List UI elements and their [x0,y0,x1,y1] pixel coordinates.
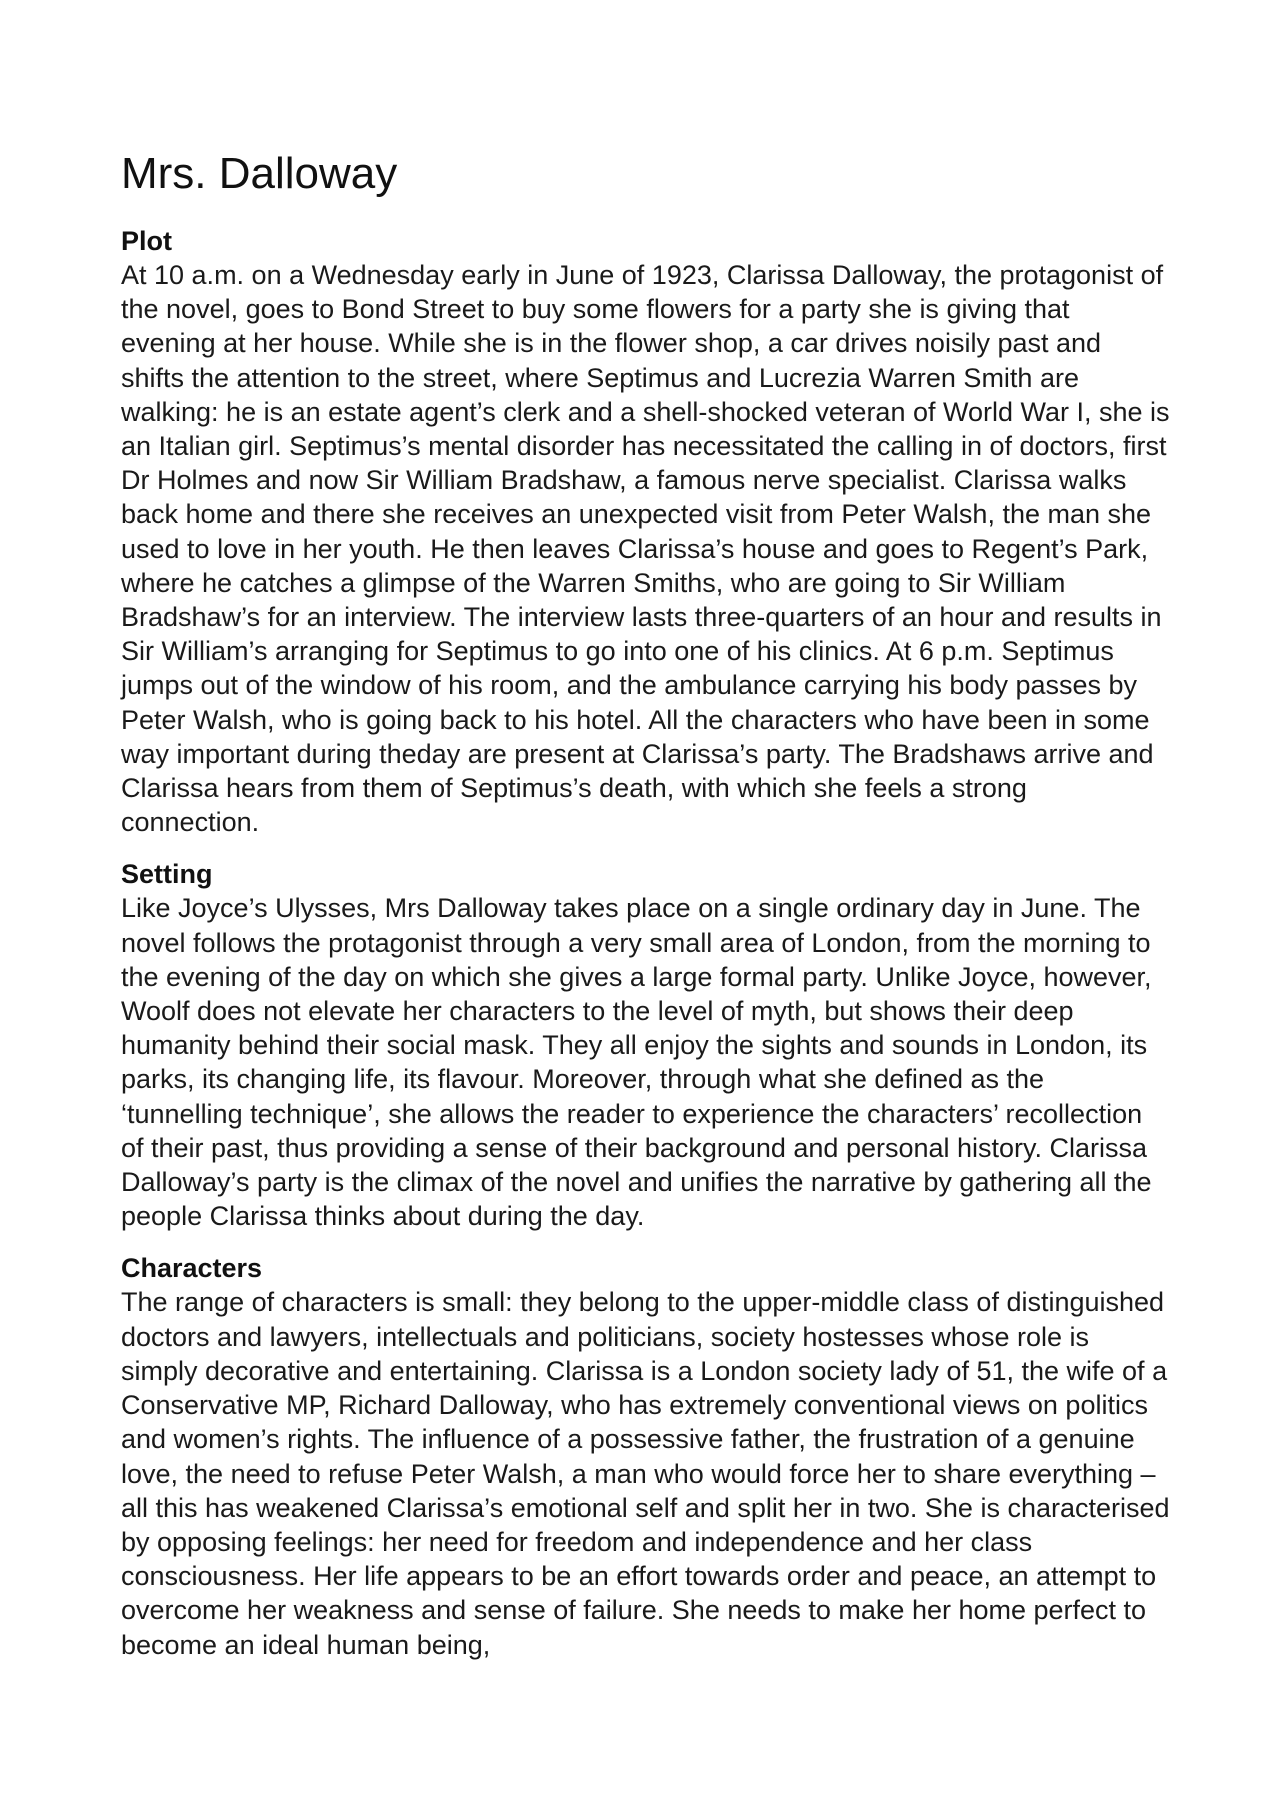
section-characters [121,1251,1171,1661]
section-setting [121,857,1171,1233]
document-content [121,148,1171,1680]
section-plot [121,224,1171,839]
section-body-setting: Like Joyce’s Ulysses, Mrs Dalloway takes place on a single ordinary day in June. The novel follows the protagonist through a very small area of London, from the morning to the evening of the day on which she gives a large formal party. Unlike Joyce, however, Woolf does not elevate her characters to the level of myth, but shows their deep humanity behind their social mask. They all enjoy the sights and sounds in London, its parks, its changing life, its flavour. Moreover, through what she defined as the ‘tunnelling technique’, she allows the reader to experience the characters’ recollection of their past, thus providing a sense of their background and personal history. Clarissa Dalloway’s party is the climax of the novel and unifies the narrative by gathering all the people Clarissa thinks about during the day. [121,893,1152,1232]
section-heading-setting: Setting [121,859,213,890]
section-heading-plot: Plot [121,226,172,256]
section-body-characters: The range of characters is small: they belong to the upper-middle class of distinguished doctors and lawyers, intellectuals and politicians, society hostesses whose role is simply decorative and entertaining. Clarissa is a London society lady of 51, the wife of a Conservative MP, Richard Dalloway, who has extremely conventional views on politics and women’s rights. The influence of a possessive father, the frustration of a genuine love, the need to refuse Peter Walsh, a man who would force her to share everything – all this has weakened Clarissa’s emotional self and split her in two. She is characterised by opposing feelings: her need for freedom and independence and her class consciousness. Her life appears to be an effort towards order and peace, an attempt to overcome her weakness and sense of failure. She needs to make her home perfect to become an ideal human being, [121,1287,1170,1660]
document-title: Mrs. Dalloway [121,149,398,198]
section-body-plot: At 10 a.m. on a Wednesday early in June of 1923, Clarissa Dalloway, the protagonist of the novel, goes to Bond Street to buy some flowers for a party she is giving that evening at her house. While she is in the flower shop, a car drives noisily past and shifts the attention to the street, where Septimus and Lucrezia Warren Smith are walking: he is an estate agent’s clerk and a shell-shocked veteran of World War I, she is an Italian girl. Septimus’s mental disorder has necessitated the calling in of doctors, first Dr Holmes and now Sir William Bradshaw, a famous nerve specialist. Clarissa walks back home and there she receives an unexpected visit from Peter Walsh, the man she used to love in her youth. He then leaves Clarissa’s house and goes to Regent’s Park, where he catches a glimpse of the Warren Smiths, who are going to Sir William Bradshaw’s for an interview. The interview lasts three-quarters of an hour and results in Sir William’s arranging for Septimus to go into one of his clinics. At 6 p.m. Septimus jumps out of the window of his room, and the ambulance carrying his body passes by Peter Walsh, who is going back to his hotel. All the characters who have been in some way important during theday are present at Clarissa’s party. The Bradshaws arrive and Clarissa hears from them of Septimus’s death, with which she feels a strong connection. [121,260,1170,838]
section-heading-characters: Characters [121,1253,263,1284]
